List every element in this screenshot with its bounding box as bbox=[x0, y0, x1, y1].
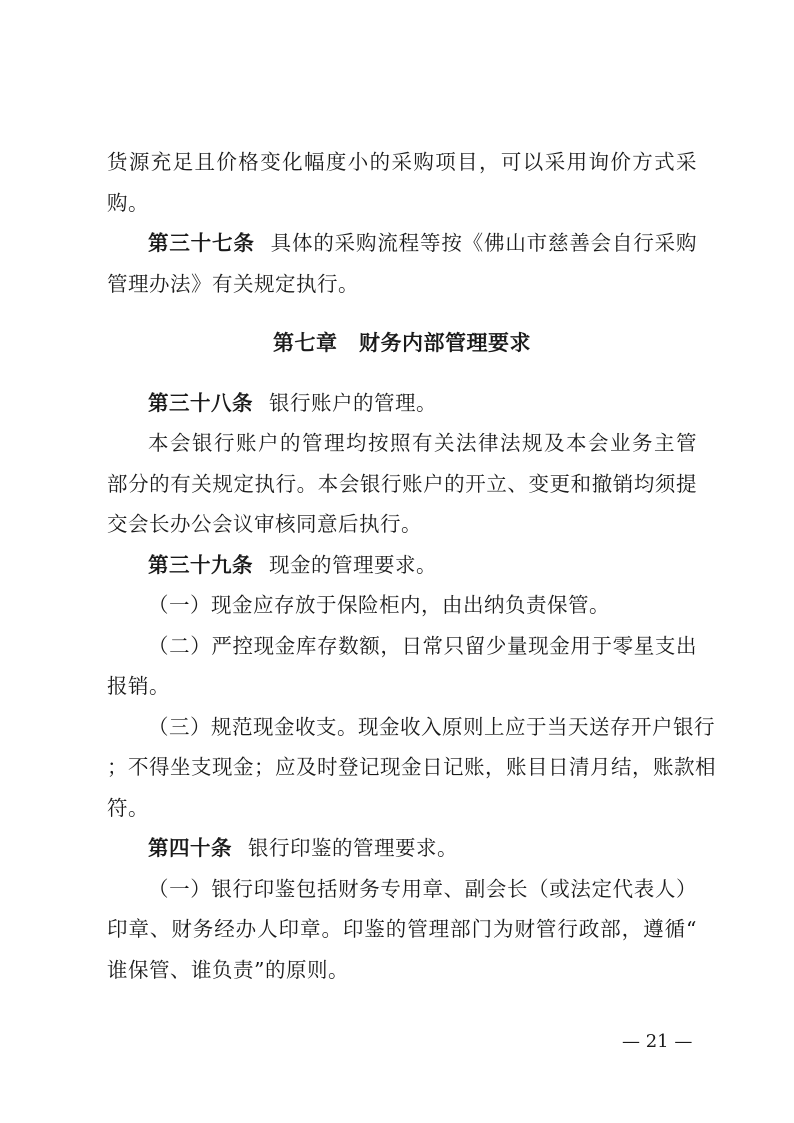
paragraph-line: 交会长办公会议审核同意后执行。 bbox=[107, 512, 422, 536]
article-37-label: 第三十七条 bbox=[148, 231, 255, 255]
list-item-line: 印章、财务经办人印章。印鉴的管理部门为财管行政部，遵循“ bbox=[107, 917, 697, 941]
article-40-line bbox=[107, 828, 697, 869]
article-38-text: 银行账户的管理。 bbox=[269, 390, 437, 415]
list-item-line: ；不得坐支现金；应及时登记现金日记账，账目日清月结，账款相 bbox=[107, 755, 716, 779]
list-item-line: （三）规范现金收支。现金收入原则上应于当天送存开户银行 bbox=[148, 714, 715, 739]
paragraph-line: 购。 bbox=[107, 190, 149, 215]
list-item-line: 谁保管、谁负责”的原则。 bbox=[107, 957, 349, 982]
paragraph-line: 管理办法》有关规定执行。 bbox=[107, 271, 359, 296]
article-37-line bbox=[107, 223, 697, 264]
chapter-heading: 第七章 财务内部管理要求 bbox=[273, 330, 531, 355]
list-item-line: （一）现金应存放于保险柜内，由出纳负责保管。 bbox=[148, 593, 610, 617]
list-item-line: （一）银行印鉴包括财务专用章、副会长（或法定代表人） bbox=[148, 876, 697, 901]
paragraph-line: 本会银行账户的管理均按照有关法律法规及本会业务主管 bbox=[148, 431, 697, 455]
list-item-line: 符。 bbox=[107, 795, 149, 820]
article-39-label: 第三十九条 bbox=[148, 552, 253, 577]
article-37-text: 具体的采购流程等按《佛山市慈善会自行采购 bbox=[270, 231, 698, 255]
article-38-line bbox=[107, 383, 697, 424]
article-39-text: 现金的管理要求。 bbox=[269, 552, 437, 577]
document-body bbox=[107, 142, 716, 990]
article-40-label: 第四十条 bbox=[148, 836, 232, 860]
article-39-line bbox=[107, 545, 697, 586]
page-number: — 21 — bbox=[622, 1031, 693, 1052]
list-item-line: （二）严控现金库存数额，日常只留少量现金用于零星支出 bbox=[148, 633, 697, 658]
paragraph-line: 货源充足且价格变化幅度小的采购项目，可以采用询价方式采 bbox=[107, 150, 697, 174]
paragraph-line: 部分的有关规定执行。本会银行账户的开立、变更和撤销均须提 bbox=[107, 471, 697, 496]
article-38-label: 第三十八条 bbox=[148, 390, 253, 415]
article-40-text: 银行印鉴的管理要求。 bbox=[248, 836, 458, 860]
list-item-line: 报销。 bbox=[107, 674, 170, 698]
